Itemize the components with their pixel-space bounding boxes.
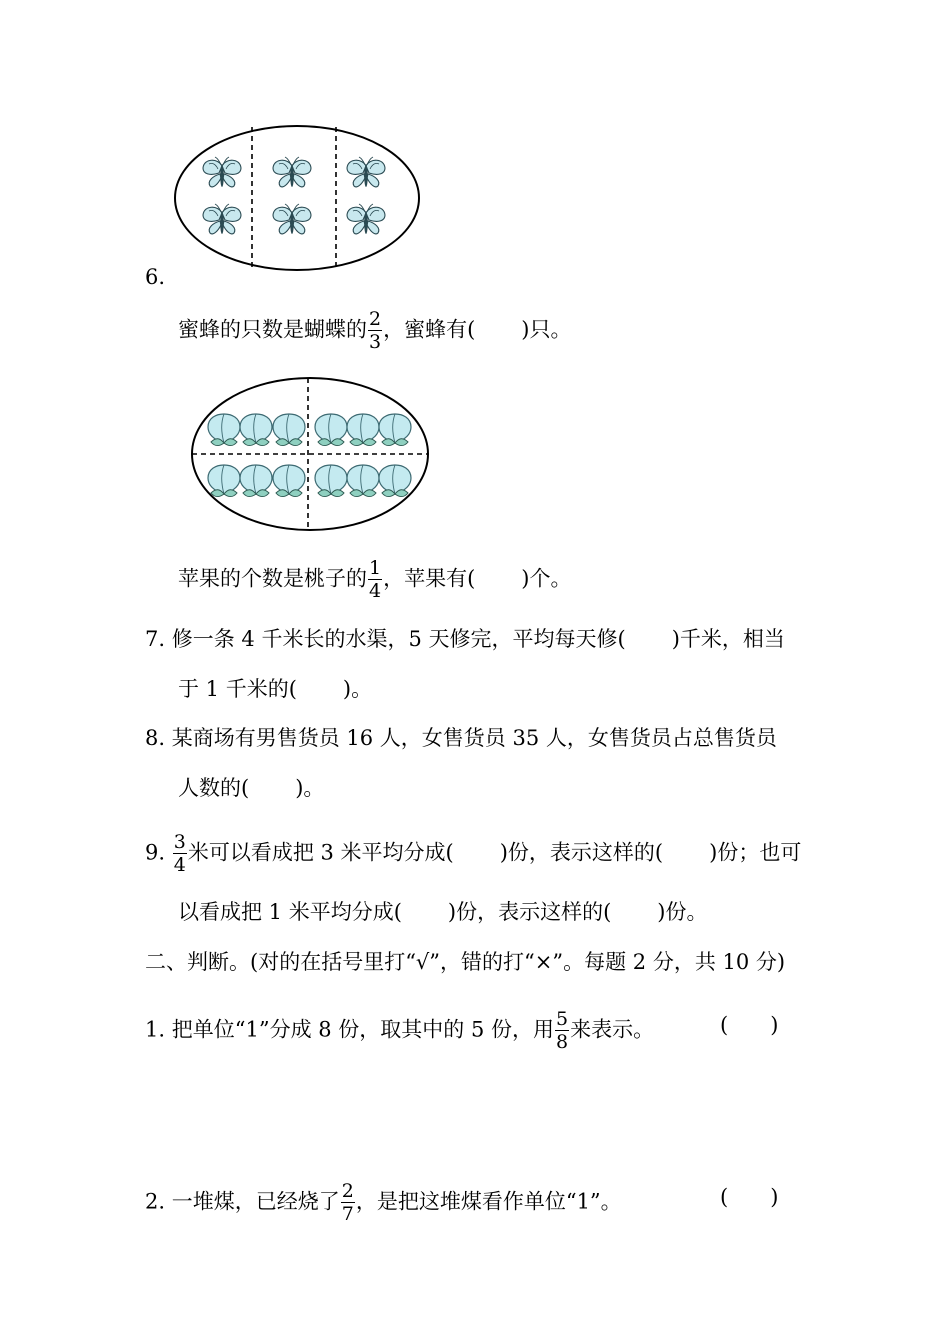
question-number: 2. [145, 1189, 166, 1214]
statement-text: 苹果的个数是桃子的 [178, 566, 367, 591]
statement-text: )个。 [521, 566, 572, 591]
peach-icon [208, 414, 240, 446]
judgement-2-answer[interactable]: ( ) [720, 1185, 779, 1209]
peach-diagram [190, 376, 430, 534]
peach-icon [347, 465, 379, 497]
peach-icon [240, 465, 272, 497]
apple-statement [178, 559, 572, 601]
statement-text: ，苹果有( [383, 566, 476, 591]
peach-icon [315, 465, 347, 497]
peach-icon [379, 414, 411, 446]
bee-statement [178, 310, 572, 352]
butterfly-icon [347, 204, 385, 234]
butterfly-icon [203, 204, 241, 234]
question-9-line-2: 以看成把 1 米平均分成( )份，表示这样的( )份。 [178, 900, 708, 924]
peach-icon [315, 414, 347, 446]
statement-text: ，蜜蜂有( [383, 317, 476, 342]
section-title: 二、判断。(对的在括号里打“√”，错的打“×”。每题 2 分，共 10 分) [145, 950, 786, 974]
butterfly-diagram [172, 124, 424, 274]
judgement-2: 2. 一堆煤，已经烧了 $\frac{2}{7}$ ，是把这堆煤看作单位“1”。 [145, 1180, 622, 1225]
fraction: $\frac{2}{3}$ [369, 308, 382, 353]
statement-text: 蜜蜂的只数是蝴蝶的 [178, 317, 367, 342]
fraction: $\frac{1}{4}$ [369, 557, 382, 602]
statement-text: )只。 [521, 317, 572, 342]
question-8-line-2: 人数的( )。 [178, 776, 325, 800]
judgement-1: 1. 把单位“1”分成 8 份，取其中的 5 份，用 $\frac{5}{8}$ 来表示。 [145, 1008, 655, 1053]
question-number: 6. [145, 265, 166, 289]
question-7-line-2: 于 1 千米的( )。 [178, 677, 373, 701]
fraction: $\frac{3}{4}$ [173, 831, 186, 876]
question-number: 9. [145, 840, 166, 865]
butterfly-icon [273, 204, 311, 234]
peach-icon [347, 414, 379, 446]
peach-icon [273, 465, 305, 497]
butterfly-icon [347, 157, 385, 187]
butterfly-icon [273, 157, 311, 187]
fraction: $\frac{2}{7}$ [341, 1180, 354, 1225]
peach-icon [379, 465, 411, 497]
butterfly-icon [203, 157, 241, 187]
question-7-line-1: 7. 修一条 4 千米长的水渠，5 天修完，平均每天修( )千米，相当 [145, 627, 785, 651]
question-9-line-1: 9. $\frac{3}{4}$ 米可以看成把 3 米平均分成( )份，表示这样的( )份；也可 [145, 831, 802, 876]
question-number: 8. [145, 726, 166, 750]
peach-icon [273, 414, 305, 446]
question-number: 1. [145, 1017, 166, 1042]
question-8-line-1: 8. 某商场有男售货员 16 人，女售货员 35 人，女售货员占总售货员 [145, 726, 777, 750]
question-number: 7. [145, 627, 166, 651]
peach-icon [208, 465, 240, 497]
fraction: $\frac{5}{8}$ [556, 1008, 569, 1053]
judgement-1-answer[interactable]: ( ) [720, 1013, 779, 1037]
peach-icon [240, 414, 272, 446]
